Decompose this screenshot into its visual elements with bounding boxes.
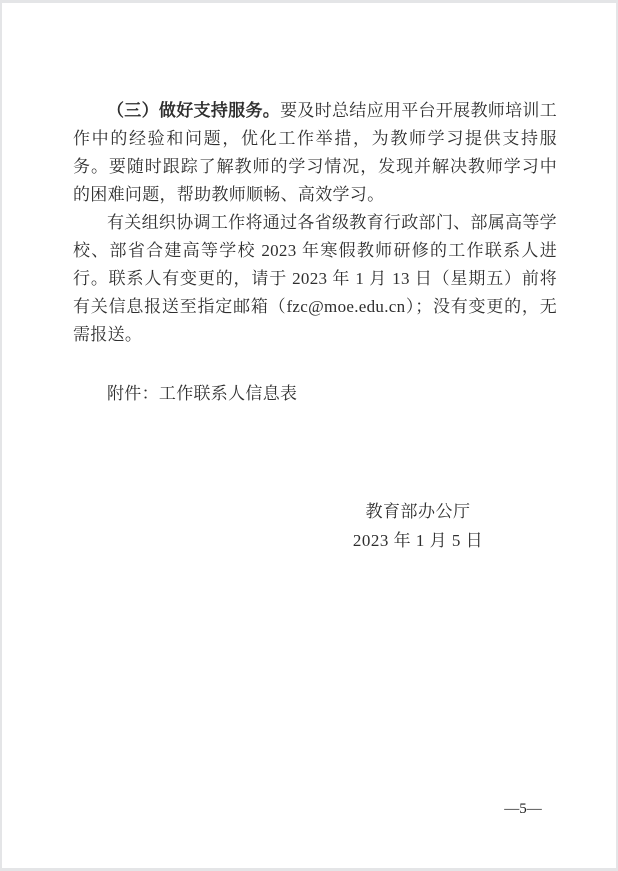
document-body bbox=[73, 97, 557, 408]
attachment-line: 附件：工作联系人信息表 bbox=[107, 384, 298, 403]
paragraph-coordination bbox=[73, 209, 557, 349]
paragraph-support-services bbox=[73, 97, 557, 209]
signature-date: 2023 年 1 月 5 日 bbox=[352, 531, 484, 550]
signature-block bbox=[353, 497, 483, 555]
paragraph-text: 要及时总结应用平台开展教师培训工作中的经验和问题，优化工作举措，为教师学习提供支持服务。要随时跟踪了解教师的学习情况，发现并解决教师学习中的困难问题，帮助教师顺畅、高效学习。 bbox=[73, 101, 557, 204]
paragraph-text: 有关组织协调工作将通过各省级教育行政部门、部属高等学校、部省合建高等学校 2023 年寒假教师研修的工作联系人进行。联系人有变更的，请于 2023 年 1 月 13 日（星期五）前将有关信息报送至指定邮箱（fzc@moe.edu.cn）；没有变更的，无需报送。 bbox=[73, 213, 557, 344]
signer-name: 教育部办公厅 bbox=[365, 502, 471, 521]
document-page bbox=[2, 3, 616, 868]
paragraph-lead: （三）做好支持服务。 bbox=[107, 101, 281, 120]
page-number: —5— bbox=[504, 801, 542, 817]
